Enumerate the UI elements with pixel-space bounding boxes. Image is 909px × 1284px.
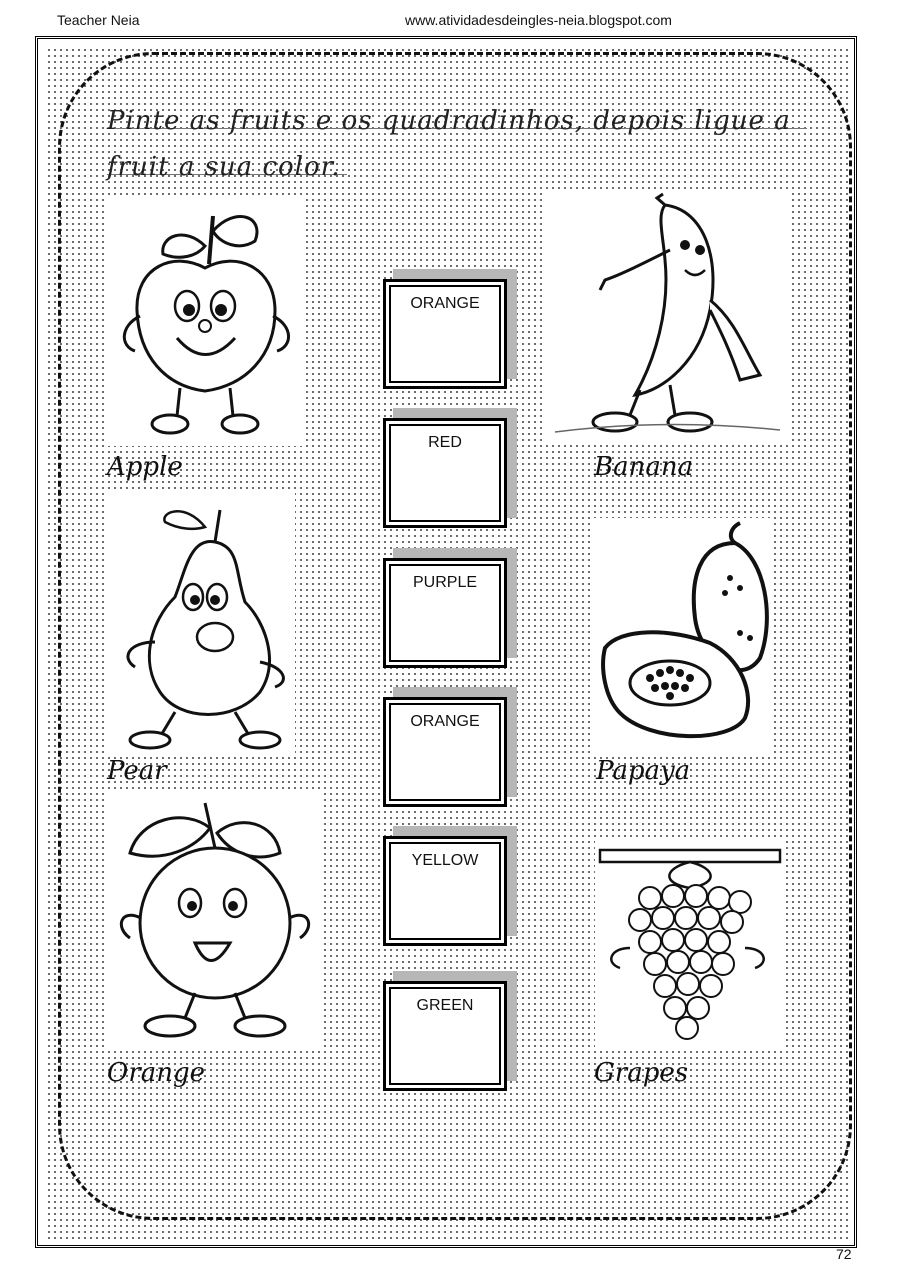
fruit-label-apple: Apple <box>107 452 183 482</box>
color-box-5[interactable] <box>383 836 507 946</box>
pear-drawing <box>105 492 295 754</box>
color-box-label: RED <box>428 434 462 451</box>
color-box-4[interactable] <box>383 697 507 807</box>
color-box-label: ORANGE <box>410 295 480 312</box>
color-box-2[interactable] <box>383 418 507 528</box>
pear-image <box>105 492 295 754</box>
color-box-3[interactable] <box>383 558 507 668</box>
orange-drawing <box>105 793 320 1048</box>
color-box-label: YELLOW <box>411 852 479 869</box>
banana-drawing <box>545 190 790 445</box>
instructions-line-1: Pinte as fruits e os quadradinhos, depois ligue a <box>107 106 791 136</box>
author-name: Teacher Neia <box>57 12 140 28</box>
banana-image <box>545 190 790 445</box>
instructions-line-2: fruit a sua color. <box>107 152 341 182</box>
grapes-image <box>595 838 785 1048</box>
apple-image <box>105 196 305 446</box>
fruit-label-banana: Banana <box>594 452 694 482</box>
website-url: www.atividadesdeingles-neia.blogspot.com <box>405 12 672 28</box>
papaya-image <box>590 518 770 754</box>
grapes-drawing <box>595 838 785 1048</box>
page-number: 72 <box>836 1246 852 1262</box>
papaya-drawing <box>590 518 770 754</box>
apple-drawing <box>105 196 305 446</box>
color-box-6[interactable] <box>383 981 507 1091</box>
fruit-label-pear: Pear <box>107 756 167 786</box>
orange-image <box>105 793 320 1048</box>
fruit-label-papaya: Papaya <box>596 756 691 786</box>
color-box-1[interactable] <box>383 279 507 389</box>
instructions <box>107 98 807 190</box>
color-box-label: PURPLE <box>412 574 478 591</box>
color-box-label: GREEN <box>416 997 474 1014</box>
fruit-label-orange: Orange <box>107 1058 206 1088</box>
color-box-label: ORANGE <box>410 713 480 730</box>
fruit-label-grapes: Grapes <box>594 1058 689 1088</box>
